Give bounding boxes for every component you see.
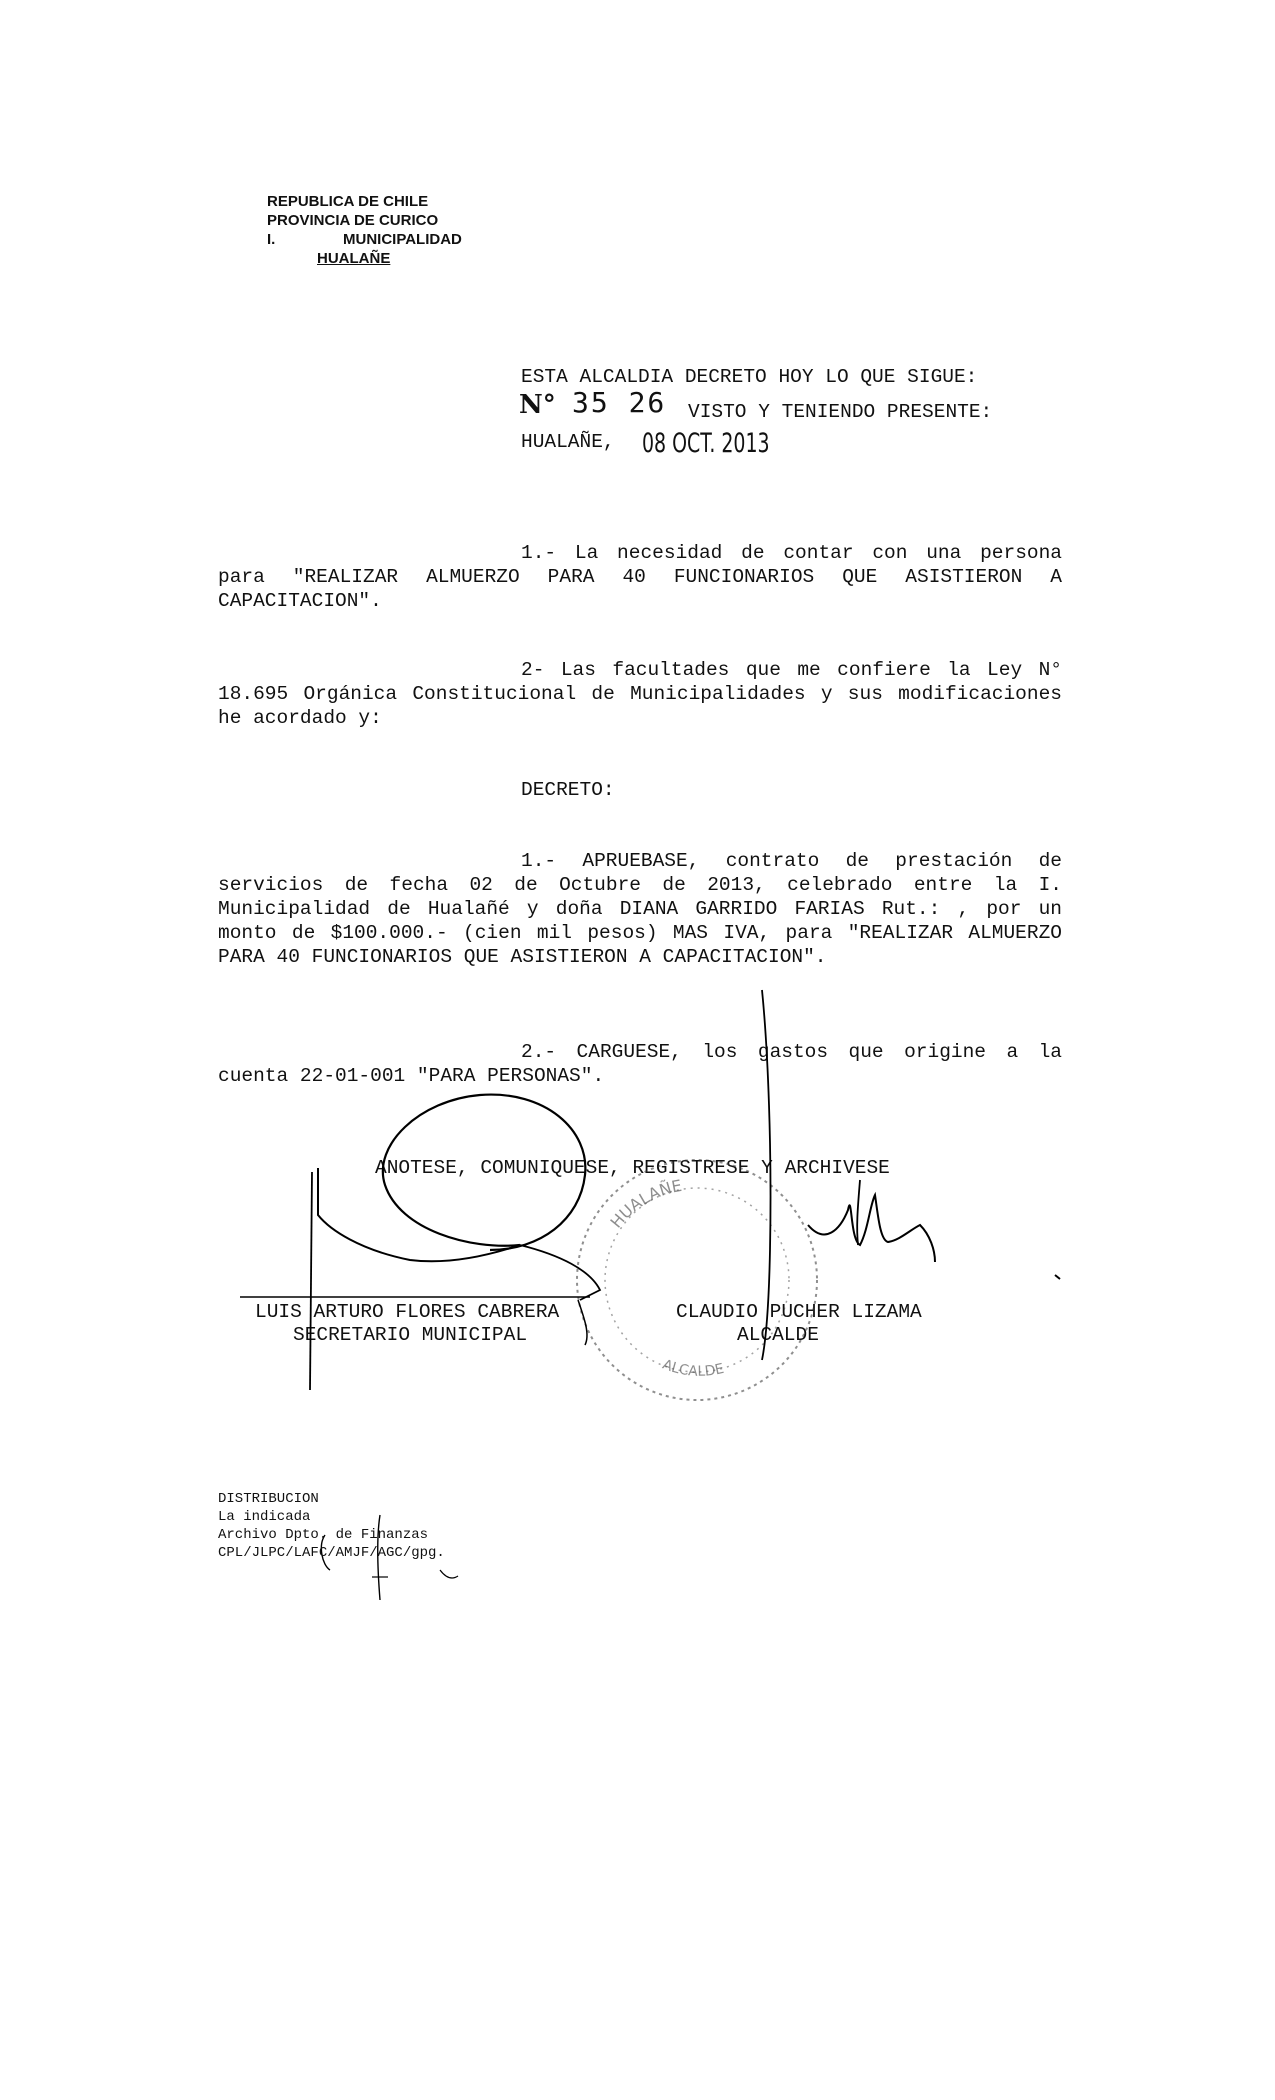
header-municipalidad: MUNICIPALIDAD xyxy=(343,231,462,248)
secretary-name: LUIS ARTURO FLORES CABRERA xyxy=(255,1301,560,1323)
closing-formula: ANOTESE, COMUNIQUESE, REGISTRESE Y ARCHIVESE xyxy=(375,1157,890,1179)
mayor-title: ALCALDE xyxy=(737,1324,819,1346)
distribution-title: DISTRIBUCION xyxy=(218,1491,319,1507)
date-stamp: 08 OCT. 2013 xyxy=(642,428,770,459)
header-hualane: HUALAÑE xyxy=(317,250,391,267)
secretary-signature-line xyxy=(310,1172,312,1390)
number-prefix: N° xyxy=(519,390,556,420)
seal-top-text: HUALAÑE xyxy=(606,1175,684,1232)
visto-item-1: 1.- La necesidad de contar con una persona para "REALIZAR ALMUERZO PARA 40 FUNCIONARIOS QUE ASISTIERON A CAPACITACION". xyxy=(218,542,1062,612)
decree-intro: ESTA ALCALDIA DECRETO HOY LO QUE SIGUE: xyxy=(521,366,978,388)
svg-text:ALCALDE xyxy=(660,1357,725,1380)
secretary-signature-tail xyxy=(520,1245,600,1300)
svg-text:HUALAÑE xyxy=(606,1176,683,1232)
distribution-line-2: Archivo Dpto. de Finanzas xyxy=(218,1527,429,1543)
secretary-title: SECRETARIO MUNICIPAL xyxy=(293,1324,528,1346)
header-province: PROVINCIA DE CURICO xyxy=(267,212,439,229)
header-republic: REPUBLICA DE CHILE xyxy=(267,193,429,210)
distribution-line-3: CPL/JLPC/LAFC/AMJF/AGC/gpg. xyxy=(218,1545,445,1561)
decreto-item-2: 2.- CARGUESE, los gastos que origine a la cuenta 22-01-001 "PARA PERSONAS". xyxy=(218,1041,1062,1087)
seal-bottom-text: ALCALDE xyxy=(660,1356,726,1380)
place-label: HUALAÑE, xyxy=(521,431,615,453)
decree-number-stamp: 35 26 xyxy=(572,386,667,419)
visto-heading: VISTO Y TENIENDO PRESENTE: xyxy=(688,401,993,423)
visto-item-2: 2- Las facultades que me confiere la Ley N° 18.695 Orgánica Constitucional de Municipalidades y sus modificaciones he acordado y: xyxy=(218,659,1062,729)
distribution-line-1: La indicada xyxy=(218,1509,311,1525)
decreto-heading: DECRETO: xyxy=(521,779,615,801)
mayor-signature-squiggle xyxy=(808,1195,935,1262)
header-i: I. xyxy=(267,231,276,248)
mayor-name: CLAUDIO PUCHER LIZAMA xyxy=(676,1301,922,1323)
decreto-item-1: 1.- APRUEBASE, contrato de prestación de servicios de fecha 02 de Octubre de 2013, celebrado entre la I. Municipalidad de Hualañé y doña DIANA GARRIDO FARIAS Rut.: , por un monto de $100.000.- (cien mil pesos) MAS IVA, para "REALIZAR ALMUERZO PARA 40 FUNCIONARIOS QUE ASISTIERON A CAPACITACION". xyxy=(218,850,1062,968)
secretary-signature-stroke xyxy=(318,1168,520,1261)
